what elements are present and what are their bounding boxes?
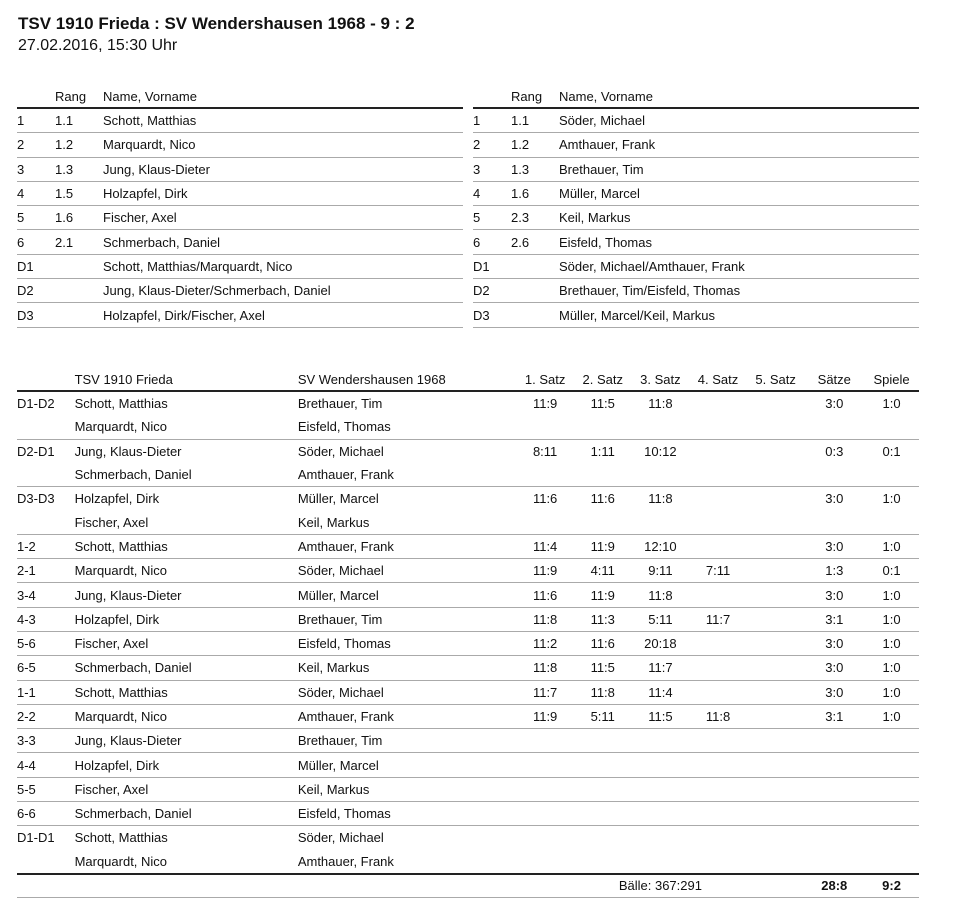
lineup-name: Müller, Marcel/Keil, Markus xyxy=(559,307,716,323)
lineup-rank xyxy=(511,279,559,303)
lineup-position: 6 xyxy=(473,234,481,250)
away-lineup-table xyxy=(473,85,919,328)
lineup-rank xyxy=(55,254,103,278)
home-player: Schott, Matthias xyxy=(74,684,168,700)
set-score xyxy=(689,680,747,704)
lineup-row xyxy=(473,157,919,181)
home-player: Jung, Klaus-Dieter xyxy=(74,443,182,459)
set-score xyxy=(747,680,805,704)
home-player: Fischer, Axel xyxy=(74,636,149,652)
set-score xyxy=(632,777,690,801)
sets-result: 3:1 xyxy=(825,709,844,724)
sets-result xyxy=(804,729,864,753)
totals-row xyxy=(17,874,919,898)
lineup-rank: 1.2 xyxy=(511,137,530,153)
game-row xyxy=(17,607,919,631)
set-score: 11:8 xyxy=(648,491,673,507)
set-score xyxy=(689,729,747,753)
sets-result: 3:0 xyxy=(825,538,844,554)
game-pairing: D2-D1 xyxy=(17,443,55,459)
set-score: 9:11 xyxy=(648,563,673,579)
set-score xyxy=(574,753,632,777)
game-result xyxy=(864,753,919,777)
lineup-row xyxy=(473,133,919,157)
lineup-rank: 2.6 xyxy=(511,234,530,250)
sets-result: 3:0 xyxy=(825,396,844,412)
away-player: Brethauer, Tim xyxy=(297,396,383,412)
set-score xyxy=(574,729,632,753)
lineup-rank: 1.5 xyxy=(55,186,74,202)
lineup-name: Marquardt, Nico xyxy=(103,137,196,153)
away-player: Amthauer, Frank xyxy=(297,709,394,724)
sets-result: 1:3 xyxy=(825,563,844,579)
set-score xyxy=(747,631,805,655)
set-score: 11:8 xyxy=(648,396,673,412)
game-row xyxy=(17,729,919,753)
lineup-row xyxy=(473,303,919,327)
lineup-rank: 1.3 xyxy=(511,161,530,177)
game-pairing: 2-2 xyxy=(17,709,36,724)
away-player: Söder, Michael xyxy=(297,563,384,579)
set-score xyxy=(747,391,805,415)
game-row xyxy=(17,680,919,704)
set-score: 11:7 xyxy=(705,611,731,627)
set-score xyxy=(747,777,805,801)
game-result xyxy=(864,826,919,850)
lineup-position: D3 xyxy=(473,307,490,323)
set-score xyxy=(689,487,747,511)
rank-header: Rang xyxy=(511,88,543,104)
lineup-rank: 2.1 xyxy=(55,234,74,250)
set-score: 1:11 xyxy=(590,443,615,459)
sets-result xyxy=(804,753,864,777)
lineup-name: Brethauer, Tim/Eisfeld, Thomas xyxy=(559,283,741,299)
set-score xyxy=(632,826,690,850)
set-score: 11:6 xyxy=(532,587,558,603)
set-score xyxy=(747,656,805,680)
set-score: 12:10 xyxy=(644,538,677,554)
set2-header: 2. Satz xyxy=(582,371,623,387)
home-player: Marquardt, Nico xyxy=(74,419,168,435)
away-player: Eisfeld, Thomas xyxy=(297,806,391,822)
lineup-name: Jung, Klaus-Dieter/Schmerbach, Daniel xyxy=(103,283,331,299)
set-score xyxy=(516,753,574,777)
set-score: 11:6 xyxy=(590,491,615,507)
lineup-rank: 1.3 xyxy=(55,161,74,177)
set-score xyxy=(747,753,805,777)
lineup-name: Amthauer, Frank xyxy=(559,137,656,153)
away-player: Keil, Markus xyxy=(297,781,370,797)
game-pairing: 6-6 xyxy=(17,806,36,822)
sets-result xyxy=(804,802,864,826)
set-score: 11:9 xyxy=(590,538,615,554)
set-score: 11:5 xyxy=(590,660,615,676)
away-player: Keil, Markus xyxy=(297,514,370,530)
game-row xyxy=(17,704,919,728)
game-row xyxy=(17,777,919,801)
set-score xyxy=(689,656,747,680)
set-score: 11:7 xyxy=(648,660,673,676)
home-team-header: TSV 1910 Frieda xyxy=(74,371,173,387)
lineup-position: 4 xyxy=(17,186,25,202)
game-result: 1:0 xyxy=(882,636,901,652)
away-player: Keil, Markus xyxy=(297,660,370,676)
lineup-position: 6 xyxy=(17,234,25,250)
game-pairing: 1-1 xyxy=(17,684,36,700)
lineup-name: Holzapfel, Dirk/Fischer, Axel xyxy=(103,307,265,323)
set-score: 11:4 xyxy=(648,684,673,700)
set-score xyxy=(747,704,805,728)
game-row xyxy=(17,391,919,415)
set-score xyxy=(689,826,747,850)
sets-result: 3:0 xyxy=(825,684,844,700)
lineup-row xyxy=(17,303,463,327)
lineup-row xyxy=(473,206,919,230)
set-score: 11:6 xyxy=(532,491,558,507)
lineup-position: 1 xyxy=(17,113,25,129)
game-pairing: 2-1 xyxy=(17,563,36,579)
match-datetime: 27.02.2016, 15:30 Uhr xyxy=(18,37,178,54)
set5-header: 5. Satz xyxy=(755,371,796,387)
set3-header: 3. Satz xyxy=(640,371,681,387)
set-score xyxy=(689,583,747,607)
lineup-name: Holzapfel, Dirk xyxy=(103,186,188,202)
lineup-row xyxy=(473,108,919,133)
home-player: Fischer, Axel xyxy=(74,514,149,530)
game-row xyxy=(17,583,919,607)
set-score: 11:5 xyxy=(648,709,673,724)
away-player: Söder, Michael xyxy=(297,830,384,846)
sets-result: 0:3 xyxy=(825,443,844,459)
set-score xyxy=(689,439,747,463)
game-result: 1:0 xyxy=(882,396,901,412)
lineup-name: Schott, Matthias xyxy=(103,113,197,129)
lineup-name: Söder, Michael/Amthauer, Frank xyxy=(559,258,745,274)
set-score xyxy=(516,802,574,826)
game-pairing: 4-4 xyxy=(17,757,36,773)
set-score xyxy=(747,534,805,558)
set-score: 5:11 xyxy=(590,709,615,724)
games-header: Spiele xyxy=(873,371,910,387)
lineup-row xyxy=(17,254,463,278)
lineup-row xyxy=(473,254,919,278)
lineup-row xyxy=(473,181,919,205)
away-player: Söder, Michael xyxy=(297,443,384,459)
set-score xyxy=(747,826,805,850)
lineup-position: 2 xyxy=(473,137,481,153)
away-player: Müller, Marcel xyxy=(297,757,379,773)
game-row xyxy=(17,631,919,655)
set-score xyxy=(689,631,747,655)
set-score xyxy=(632,729,690,753)
home-player: Schott, Matthias xyxy=(74,538,168,554)
set-score: 11:8 xyxy=(705,709,731,724)
set1-header: 1. Satz xyxy=(524,371,566,387)
lineup-position: 4 xyxy=(473,186,481,202)
rank-header: Rang xyxy=(55,88,87,104)
lineup-rank: 2.3 xyxy=(511,210,530,226)
away-player: Brethauer, Tim xyxy=(297,611,383,627)
game-pairing: 3-3 xyxy=(17,733,36,749)
match-title: TSV 1910 Frieda : SV Wendershausen 1968 - 9 : 2 xyxy=(18,14,415,33)
set-score xyxy=(747,583,805,607)
lineup-row xyxy=(473,279,919,303)
game-pairing: 5-5 xyxy=(17,781,36,797)
game-pairing: D3-D3 xyxy=(17,491,55,507)
set-score: 11:9 xyxy=(590,587,615,603)
home-player: Schmerbach, Daniel xyxy=(74,467,192,483)
sets-result: 3:0 xyxy=(825,636,844,652)
lineup-rank: 1.6 xyxy=(511,186,530,202)
lineup-row xyxy=(473,230,919,254)
lineup-position: 3 xyxy=(473,161,481,177)
set-score: 11:3 xyxy=(590,611,615,627)
away-player: Brethauer, Tim xyxy=(297,733,383,749)
set-score xyxy=(689,777,747,801)
lineup-position: 5 xyxy=(17,210,25,226)
set-score: 20:18 xyxy=(644,636,677,652)
home-player: Schmerbach, Daniel xyxy=(74,806,192,822)
home-lineup-table xyxy=(17,85,463,328)
set-score: 11:9 xyxy=(532,563,558,579)
home-player: Schott, Matthias xyxy=(74,396,168,412)
lineup-position: 1 xyxy=(473,113,481,129)
sets-result xyxy=(804,826,864,850)
lineup-position: D2 xyxy=(473,283,490,299)
home-player: Jung, Klaus-Dieter xyxy=(74,733,182,749)
game-row xyxy=(17,802,919,826)
games-total: 9:2 xyxy=(882,878,901,894)
lineup-position: 3 xyxy=(17,161,25,177)
lineup-row xyxy=(17,157,463,181)
game-result: 0:1 xyxy=(882,563,901,579)
lineup-rank: 1.2 xyxy=(55,137,74,153)
away-team-header: SV Wendershausen 1968 xyxy=(297,371,446,387)
game-pairing: 3-4 xyxy=(17,587,36,603)
home-player: Holzapfel, Dirk xyxy=(74,757,160,773)
home-player: Schmerbach, Daniel xyxy=(74,660,192,676)
home-player: Jung, Klaus-Dieter xyxy=(74,587,182,603)
lineup-name: Schmerbach, Daniel xyxy=(103,234,221,250)
lineup-rank: 1.1 xyxy=(55,113,74,129)
game-result: 1:0 xyxy=(882,660,901,676)
sets-result: 3:0 xyxy=(825,660,844,676)
home-player: Schott, Matthias xyxy=(74,830,168,846)
set-score xyxy=(747,802,805,826)
game-pairing: 6-5 xyxy=(17,660,36,676)
set-score: 11:9 xyxy=(532,396,558,412)
game-result xyxy=(864,777,919,801)
home-player: Marquardt, Nico xyxy=(74,853,168,869)
set-score xyxy=(516,826,574,850)
set-score xyxy=(689,534,747,558)
set-score: 11:6 xyxy=(590,636,615,652)
set-score: 8:11 xyxy=(532,443,558,459)
set-score: 11:9 xyxy=(532,709,558,724)
game-pairing: D1-D1 xyxy=(17,830,55,846)
set-score: 10:12 xyxy=(644,443,677,459)
home-player: Marquardt, Nico xyxy=(74,563,168,579)
set-score xyxy=(516,777,574,801)
set-score xyxy=(689,391,747,415)
away-player: Amthauer, Frank xyxy=(297,467,394,483)
game-row xyxy=(17,753,919,777)
game-row xyxy=(17,559,919,583)
game-row xyxy=(17,850,919,874)
set-score: 4:11 xyxy=(590,563,615,579)
away-player: Eisfeld, Thomas xyxy=(297,419,391,435)
set-score xyxy=(747,559,805,583)
game-row xyxy=(17,439,919,463)
game-result xyxy=(864,729,919,753)
lineup-position: D1 xyxy=(473,258,490,274)
lineup-rank: 1.1 xyxy=(511,113,530,129)
set-score xyxy=(574,826,632,850)
lineup-row xyxy=(17,230,463,254)
away-player: Müller, Marcel xyxy=(297,587,379,603)
lineup-row xyxy=(17,279,463,303)
set-score: 11:2 xyxy=(532,636,558,652)
game-result: 0:1 xyxy=(882,443,901,459)
sets-header: Sätze xyxy=(817,371,851,387)
set-score xyxy=(574,802,632,826)
lineup-position: D3 xyxy=(17,307,34,323)
set-score: 11:8 xyxy=(532,611,558,627)
lineup-rank xyxy=(55,303,103,327)
set-score: 11:7 xyxy=(532,684,558,700)
name-header: Name, Vorname xyxy=(103,88,197,104)
game-row xyxy=(17,534,919,558)
lineup-row xyxy=(17,133,463,157)
home-player: Holzapfel, Dirk xyxy=(74,491,160,507)
set-score xyxy=(747,607,805,631)
lineup-name: Fischer, Axel xyxy=(103,210,177,226)
set-score: 11:8 xyxy=(532,660,558,676)
lineup-position: 2 xyxy=(17,137,25,153)
game-row xyxy=(17,415,919,439)
game-row xyxy=(17,510,919,534)
set-score xyxy=(632,802,690,826)
sets-result: 3:0 xyxy=(825,491,844,507)
set4-header: 4. Satz xyxy=(697,371,739,387)
set-score: 7:11 xyxy=(705,563,731,579)
set-score xyxy=(689,753,747,777)
sets-result: 3:1 xyxy=(825,611,844,627)
game-pairing: D1-D2 xyxy=(17,396,55,412)
set-score xyxy=(747,439,805,463)
game-row xyxy=(17,826,919,850)
set-score: 5:11 xyxy=(648,611,673,627)
set-score: 11:8 xyxy=(590,684,615,700)
lineup-rank: 1.6 xyxy=(55,210,74,226)
away-player: Eisfeld, Thomas xyxy=(297,636,391,652)
sets-result: 3:0 xyxy=(825,587,844,603)
game-result: 1:0 xyxy=(882,587,901,603)
lineup-row xyxy=(17,108,463,133)
set-score: 11:5 xyxy=(590,396,615,412)
away-player: Müller, Marcel xyxy=(297,491,379,507)
game-result: 1:0 xyxy=(882,611,901,627)
home-player: Fischer, Axel xyxy=(74,781,149,797)
away-player: Söder, Michael xyxy=(297,684,384,700)
lineup-name: Keil, Markus xyxy=(559,210,631,226)
away-player: Amthauer, Frank xyxy=(297,538,394,554)
lineup-position: 5 xyxy=(473,210,481,226)
set-score: 11:4 xyxy=(532,538,558,554)
game-pairing: 4-3 xyxy=(17,611,36,627)
game-result: 1:0 xyxy=(882,709,901,724)
game-result xyxy=(864,802,919,826)
lineup-name: Müller, Marcel xyxy=(559,186,640,202)
name-header: Name, Vorname xyxy=(559,88,653,104)
set-score xyxy=(574,777,632,801)
lineup-row xyxy=(17,206,463,230)
set-score xyxy=(689,802,747,826)
balls-total: Bälle: 367:291 xyxy=(618,878,702,894)
lineup-rank xyxy=(55,279,103,303)
lineup-name: Schott, Matthias/Marquardt, Nico xyxy=(103,258,293,274)
lineup-name: Brethauer, Tim xyxy=(559,161,644,177)
lineup-rank xyxy=(511,303,559,327)
lineup-name: Eisfeld, Thomas xyxy=(559,234,652,250)
lineup-position: D1 xyxy=(17,258,34,274)
sets-result xyxy=(804,777,864,801)
set-score xyxy=(747,729,805,753)
set-score: 11:8 xyxy=(648,587,673,603)
set-score xyxy=(747,487,805,511)
lineup-name: Jung, Klaus-Dieter xyxy=(103,161,210,177)
game-row xyxy=(17,463,919,487)
game-row xyxy=(17,487,919,511)
game-result: 1:0 xyxy=(882,491,901,507)
game-pairing: 1-2 xyxy=(17,538,36,554)
home-player: Holzapfel, Dirk xyxy=(74,611,160,627)
lineup-rank xyxy=(511,254,559,278)
lineup-row xyxy=(17,181,463,205)
home-player: Marquardt, Nico xyxy=(74,709,168,724)
set-score xyxy=(632,753,690,777)
lineup-position: D2 xyxy=(17,283,34,299)
set-score xyxy=(516,729,574,753)
game-result: 1:0 xyxy=(882,684,901,700)
lineup-name: Söder, Michael xyxy=(559,113,645,129)
sets-total: 28:8 xyxy=(821,878,848,894)
away-player: Amthauer, Frank xyxy=(297,853,394,869)
game-row xyxy=(17,656,919,680)
game-result: 1:0 xyxy=(882,538,901,554)
game-pairing: 5-6 xyxy=(17,636,36,652)
games-table xyxy=(17,368,919,898)
